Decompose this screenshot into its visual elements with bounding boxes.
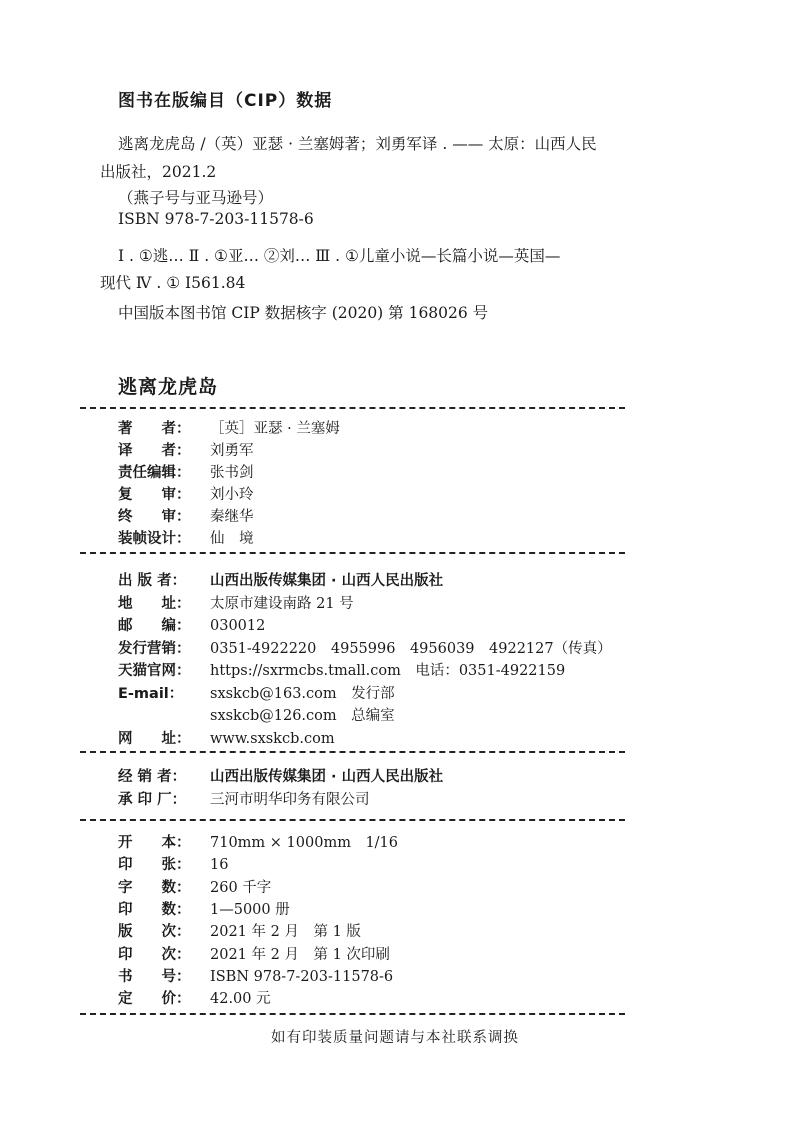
publisher-row bbox=[118, 614, 265, 635]
publisher-label: 地 址： bbox=[118, 595, 191, 612]
specs-label: 开 本： bbox=[118, 835, 191, 851]
specs-row bbox=[118, 965, 393, 986]
publisher-label: 邮 编： bbox=[118, 618, 191, 634]
distribution-row bbox=[118, 788, 370, 809]
specs-value: 2021 年 2 月 第 1 次印刷 bbox=[210, 946, 390, 963]
publisher-row bbox=[118, 569, 443, 590]
publisher-label: 网 址： bbox=[118, 730, 191, 747]
credits-value: ［英］亚瑟 · 兰塞姆 bbox=[210, 421, 340, 437]
specs-label: 印 张： bbox=[118, 857, 191, 874]
divider bbox=[80, 407, 625, 409]
cip-series: （燕子号与亚马逊号） bbox=[118, 189, 274, 207]
specs-label: 定 价： bbox=[118, 991, 191, 1008]
cip-classification-continued: 现代 Ⅳ . ① I561.84 bbox=[100, 274, 246, 292]
credits-value: 秦继华 bbox=[210, 509, 254, 525]
credits-label: 复 审： bbox=[118, 487, 191, 503]
publisher-value: 山西出版传媒集团 · 山西人民出版社 bbox=[210, 573, 444, 589]
divider bbox=[80, 552, 625, 554]
credits-value: 张书剑 bbox=[210, 465, 254, 481]
specs-value: 42.00 元 bbox=[210, 991, 271, 1008]
specs-label: 印 数： bbox=[118, 901, 191, 918]
distribution-label: 承 印 厂： bbox=[118, 792, 187, 808]
credits-value: 仙 境 bbox=[210, 531, 254, 547]
specs-value: 1—5000 册 bbox=[210, 901, 290, 918]
specs-label: 印 次： bbox=[118, 946, 191, 963]
specs-row bbox=[118, 943, 390, 964]
credits-label: 译 者： bbox=[118, 443, 191, 459]
footer-note: 如有印装质量问题请与本社联系调换 bbox=[271, 1030, 519, 1046]
publisher-row bbox=[118, 682, 395, 703]
publisher-value: 0351-4922220 4955996 4956039 4922127（传真） bbox=[210, 640, 612, 657]
publisher-value: 太原市建设南路 21 号 bbox=[210, 595, 354, 612]
publisher-label: 天猫官网： bbox=[118, 663, 191, 679]
credits-row bbox=[118, 417, 340, 438]
specs-value: 260 千字 bbox=[210, 879, 272, 896]
cip-number: 中国版本图书馆 CIP 数据核字 (2020) 第 168026 号 bbox=[118, 304, 489, 322]
divider bbox=[80, 751, 625, 753]
credits-label: 责任编辑： bbox=[118, 465, 191, 481]
specs-value: ISBN 978-7-203-11578-6 bbox=[210, 968, 394, 985]
publisher-row bbox=[118, 704, 395, 725]
publisher-value: https://sxrmcbs.tmall.com 电话：0351-4922159 bbox=[210, 663, 566, 679]
distribution-value: 三河市明华印务有限公司 bbox=[210, 792, 370, 808]
credits-label: 著 者： bbox=[118, 421, 191, 437]
book-title: 逃离龙虎岛 bbox=[118, 376, 219, 398]
credits-label: 终 审： bbox=[118, 509, 191, 525]
specs-row bbox=[118, 876, 271, 897]
specs-row bbox=[118, 987, 271, 1008]
specs-label: 书 号： bbox=[118, 968, 191, 985]
distribution-value: 山西出版传媒集团 · 山西人民出版社 bbox=[210, 769, 444, 785]
divider bbox=[80, 1013, 625, 1015]
credits-value: 刘小玲 bbox=[210, 487, 254, 503]
specs-value: 16 bbox=[210, 857, 229, 874]
distribution-label: 经 销 者： bbox=[118, 769, 187, 785]
distribution-row bbox=[118, 765, 443, 786]
publisher-label: 出 版 者： bbox=[118, 573, 187, 589]
publisher-row bbox=[118, 592, 354, 613]
publisher-label: 发行营销： bbox=[118, 640, 191, 657]
credits-row bbox=[118, 439, 254, 460]
specs-label: 字 数： bbox=[118, 879, 191, 896]
publisher-label: E-mail： bbox=[118, 685, 184, 702]
credits-value: 刘勇军 bbox=[210, 443, 254, 459]
publisher-row bbox=[118, 659, 565, 680]
specs-value: 710mm × 1000mm 1/16 bbox=[210, 835, 399, 851]
publisher-value: sxskcb@163.com 发行部 bbox=[210, 685, 395, 702]
specs-row bbox=[118, 898, 290, 919]
specs-label: 版 次： bbox=[118, 924, 191, 941]
publisher-row bbox=[118, 637, 612, 658]
cip-entry: 逃离龙虎岛 /（英）亚瑟 · 兰塞姆著；刘勇军译 . —— 太原：山西人民 bbox=[118, 135, 597, 153]
credits-row bbox=[118, 505, 254, 526]
credits-row bbox=[118, 461, 254, 482]
specs-row bbox=[118, 920, 361, 941]
specs-row bbox=[118, 853, 228, 874]
publisher-row bbox=[118, 727, 335, 748]
specs-row bbox=[118, 831, 398, 852]
publisher-value: sxskcb@126.com 总编室 bbox=[210, 708, 395, 724]
cip-classification: Ⅰ . ①逃… Ⅱ . ①亚… ②刘… Ⅲ . ①儿童小说—长篇小说—英国— bbox=[118, 247, 561, 265]
publisher-value: www.sxskcb.com bbox=[210, 730, 335, 747]
cip-isbn: ISBN 978-7-203-11578-6 bbox=[118, 210, 314, 228]
cip-heading: 图书在版编目（CIP）数据 bbox=[118, 91, 333, 111]
divider bbox=[80, 819, 625, 821]
credits-label: 装帧设计： bbox=[118, 531, 191, 547]
credits-row bbox=[118, 527, 254, 548]
specs-value: 2021 年 2 月 第 1 版 bbox=[210, 924, 361, 941]
cip-entry-continued: 出版社，2021.2 bbox=[100, 163, 217, 181]
publisher-value: 030012 bbox=[210, 618, 266, 634]
credits-row bbox=[118, 483, 254, 504]
